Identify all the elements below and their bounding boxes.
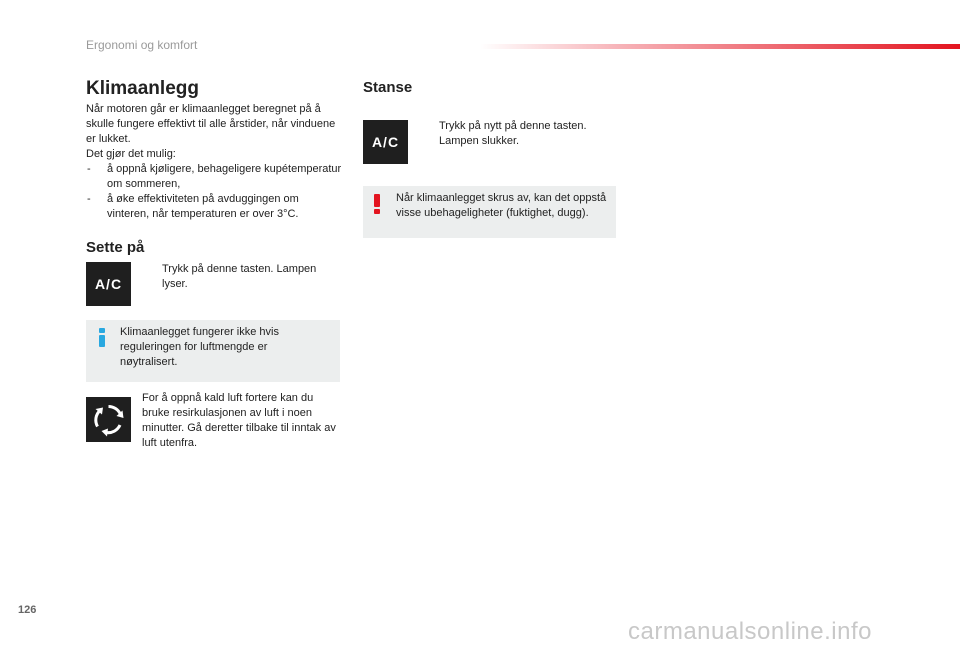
- sette-pa-step-text: Trykk på denne tasten. Lampen lyser.: [162, 263, 317, 290]
- header-accent-rule: [480, 44, 960, 49]
- intro-text: [86, 102, 342, 222]
- intro-bullet: - å oppnå kjøligere, behageligere kupétemperatur om sommeren,: [86, 162, 342, 192]
- recirculation-text: For å oppnå kald luft fortere kan du bruke resirkulasjonen av luft i noen minutter. Gå deretter tilbake til inntak av luft utenfra.: [142, 392, 336, 449]
- section-title: Ergonomi og komfort: [86, 38, 198, 52]
- warning-note-box: [363, 186, 616, 238]
- page-number: 126: [18, 604, 37, 616]
- info-icon: [99, 328, 105, 347]
- stanse-heading: Stanse: [363, 79, 413, 96]
- intro-lead: Det gjør det mulig:: [86, 148, 176, 160]
- stanse-step: [419, 119, 617, 149]
- page-title: Klimaanlegg: [86, 78, 199, 99]
- info-note-box: [86, 320, 340, 382]
- ac-button-icon: A/C: [363, 120, 408, 164]
- ac-button-icon: A/C: [86, 262, 131, 306]
- sette-pa-step: [142, 262, 340, 292]
- warning-icon: [373, 194, 381, 214]
- intro-paragraph: Når motoren går er klimaanlegget beregnet på å skulle fungere effektivt til alle årstider, når vinduene er lukket.: [86, 103, 336, 145]
- intro-bullets: [86, 162, 342, 222]
- air-recirculation-icon: [86, 397, 131, 442]
- step-arrow-icon: [142, 262, 162, 292]
- sette-pa-heading: Sette på: [86, 239, 145, 256]
- stanse-step-text: Trykk på nytt på denne tasten. Lampen slukker.: [439, 120, 587, 147]
- info-note-text: Klimaanlegget fungerer ikke hvis reguleringen for luftmengde er nøytralisert.: [120, 326, 279, 368]
- watermark: carmanualsonline.info: [628, 618, 872, 645]
- warning-note-text: Når klimaanlegget skrus av, kan det oppstå visse ubehageligheter (fuktighet, dugg).: [396, 192, 607, 219]
- intro-bullet: - å øke effektiviteten på avduggingen om vinteren, når temperaturen er over 3°C.: [86, 192, 342, 222]
- step-arrow-icon: [419, 119, 439, 149]
